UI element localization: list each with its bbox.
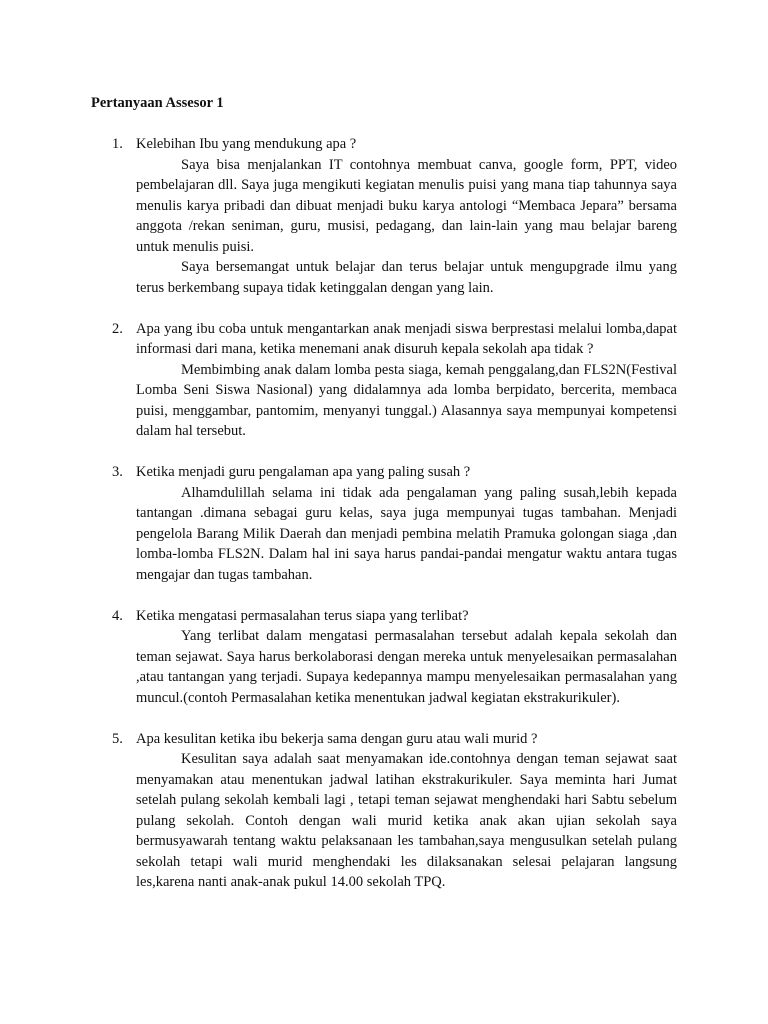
question-text: Ketika menjadi guru pengalaman apa yang paling susah ? — [136, 464, 471, 480]
answer-paragraph: Saya bisa menjalankan IT contohnya membuat canva, google form, PPT, video pembelajaran dll. Saya juga mengikuti kegiatan menulis puisi yang mana tiap tahunnya saya menulis karya pribadi dan dibuat menjadi buku karya antologi “Membaca Jepara” bersama anggota /rekan seniman, guru, musisi, pedagang, dan lain-lain yang mau belajar bareng untuk menulis puisi. — [136, 156, 677, 255]
question-body — [136, 462, 677, 585]
question-body — [136, 134, 677, 298]
question-text: Ketika mengatasi permasalahan terus siapa yang terlibat? — [136, 607, 469, 624]
question-list — [0, 134, 768, 913]
answer-paragraph: Kesulitan saya adalah saat menyamakan ide.contohnya dengan teman sejawat saat menyamakan atau menentukan jadwal latihan ekstrakurikuler. Saya meminta hari Jumat setelah pulang sekolah kembali lagi , tetapi teman sejawat menghendaki hari Sabtu sebelum pulang sekolah. Contoh dengan wali murid ketika anak akan ujian sekolah saya bermusyawarah tentang waktu pelaksanaan les tambahan,saya mengusulkan setelah pulang sekolah tetapi wali murid menghendaki les dilaksanakan selesai pelajaran langsung les,karena nanti anak-anak pukul 14.00 sekolah TPQ. — [136, 751, 677, 890]
question-body — [136, 319, 677, 442]
question-item — [0, 606, 768, 709]
question-item — [0, 462, 768, 585]
question-number: 4. — [112, 607, 123, 624]
question-body — [136, 729, 677, 893]
answer-paragraph: Membimbing anak dalam lomba pesta siaga, kemah penggalang,dan FLS2N(Festival Lomba Seni Siswa Nasional) yang didalamnya ada lomba berpidato, bercerita, membaca puisi, menggambar, pantomim, menyanyi tunggal.) Alasannya saya mempunyai kompetensi dalam hal tersebut. — [136, 361, 677, 439]
answer-paragraph: Alhamdulillah selama ini tidak ada pengalaman yang paling susah,lebih kepada tantangan .dimana sebagai guru kelas, saya juga mempunyai tugas tambahan. Menjadi pengelola Barang Milik Daerah dan menjadi pembina melatih Pramuka golongan siaga ,dan lomba-lomba FLS2N. Dalam hal ini saya harus pandai-pandai mengatur waktu antara tugas mengajar dan tugas tambahan. — [136, 484, 677, 583]
document-title: Pertanyaan Assesor 1 — [91, 95, 224, 111]
answer-paragraph: Yang terlibat dalam mengatasi permasalahan tersebut adalah kepala sekolah dan teman sejawat. Saya harus berkolaborasi dengan mereka untuk menyelesaikan permasalahan ,atau tantangan yang terjadi. Supaya kedepannya mampu menyelesaikan permasalahan yang muncul.(contoh Permasalahan ketika menentukan jadwal kegiatan ekstrakurikuler). — [136, 628, 677, 706]
question-number: 2. — [112, 320, 123, 337]
question-body — [136, 606, 677, 709]
question-number: 5. — [112, 730, 123, 747]
question-text: Kelebihan Ibu yang mendukung apa ? — [136, 136, 357, 152]
question-number: 3. — [112, 464, 123, 480]
question-item — [0, 319, 768, 442]
question-text: Apa yang ibu coba untuk mengantarkan anak menjadi siswa berprestasi melalui lomba,dapat informasi dari mana, ketika menemani anak disuruh kepala sekolah apa tidak ? — [136, 320, 677, 357]
answer-paragraph: Saya bersemangat untuk belajar dan terus belajar untuk mengupgrade ilmu yang terus berkembang supaya tidak ketinggalan dengan yang lain. — [136, 259, 677, 296]
question-text: Apa kesulitan ketika ibu bekerja sama dengan guru atau wali murid ? — [136, 730, 538, 747]
question-item — [0, 134, 768, 298]
question-item — [0, 729, 768, 893]
question-number: 1. — [112, 136, 123, 152]
